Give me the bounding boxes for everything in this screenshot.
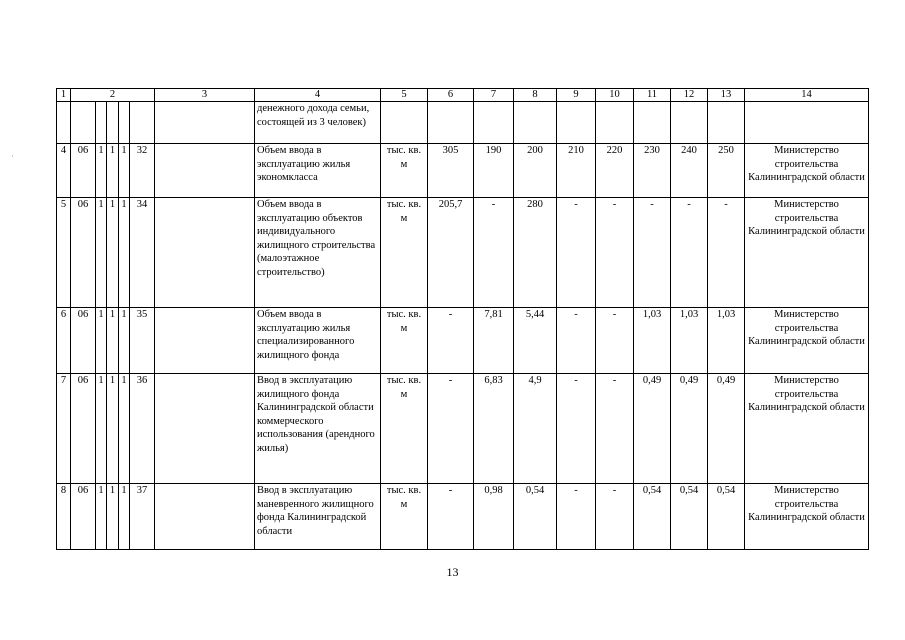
value-cell: 210 xyxy=(557,144,596,198)
code-cell xyxy=(107,102,119,144)
code-cell: 1 xyxy=(96,144,107,198)
indicator-name-cell: Объем ввода в эксплуатацию жилья специализированного жилищного фонда xyxy=(255,308,381,374)
page-number: 13 xyxy=(446,565,459,579)
code-cell xyxy=(71,102,96,144)
value-cell: 7,81 xyxy=(474,308,514,374)
code-cell: 06 xyxy=(71,144,96,198)
code-cell: 1 xyxy=(96,308,107,374)
unit-cell: тыс. кв. м xyxy=(381,144,428,198)
header-cell: 1 xyxy=(57,89,71,102)
row-number-cell: 4 xyxy=(57,144,71,198)
responsible-cell: Министерство строительства Калининградской области xyxy=(745,308,869,374)
header-cell: 8 xyxy=(514,89,557,102)
value-cell xyxy=(428,102,474,144)
responsible-cell xyxy=(745,102,869,144)
unit-cell xyxy=(381,102,428,144)
code-cell: 06 xyxy=(71,198,96,308)
value-cell: 1,03 xyxy=(634,308,671,374)
table-row xyxy=(57,144,869,198)
code-cell: 35 xyxy=(130,308,155,374)
header-cell: 6 xyxy=(428,89,474,102)
value-cell: - xyxy=(557,484,596,550)
row-number-cell: 5 xyxy=(57,198,71,308)
value-cell: 190 xyxy=(474,144,514,198)
row-number-cell: 8 xyxy=(57,484,71,550)
header-cell: 9 xyxy=(557,89,596,102)
value-cell: 0,98 xyxy=(474,484,514,550)
table-row xyxy=(57,308,869,374)
value-cell: - xyxy=(428,308,474,374)
responsible-cell: Министерство строительства Калининградской области xyxy=(745,374,869,484)
continuation-row xyxy=(57,102,869,144)
header-cell: 12 xyxy=(671,89,708,102)
value-cell: 5,44 xyxy=(514,308,557,374)
header-cell: 7 xyxy=(474,89,514,102)
code-cell: 1 xyxy=(96,198,107,308)
code-cell xyxy=(119,102,130,144)
value-cell: 0,49 xyxy=(708,374,745,484)
table-row xyxy=(57,484,869,550)
code-cell: 37 xyxy=(130,484,155,550)
value-cell xyxy=(671,102,708,144)
code-cell: 1 xyxy=(107,198,119,308)
code-cell xyxy=(130,102,155,144)
row-number-cell: 7 xyxy=(57,374,71,484)
code-cell: 34 xyxy=(130,198,155,308)
value-cell: - xyxy=(671,198,708,308)
value-cell: - xyxy=(557,308,596,374)
table-row xyxy=(57,374,869,484)
indicator-name-cell: Объем ввода в эксплуатацию объектов индивидуального жилищного строительства (малоэтажное строительство) xyxy=(255,198,381,308)
header-cell: 13 xyxy=(708,89,745,102)
value-cell: 1,03 xyxy=(671,308,708,374)
value-cell: 0,54 xyxy=(671,484,708,550)
value-cell: 0,54 xyxy=(708,484,745,550)
code-cell: 1 xyxy=(107,144,119,198)
value-cell: - xyxy=(596,374,634,484)
code-cell xyxy=(96,102,107,144)
value-cell: 250 xyxy=(708,144,745,198)
indicators-table xyxy=(56,88,869,550)
col3-cell xyxy=(155,484,255,550)
responsible-cell: Министерство строительства Калининградской области xyxy=(745,484,869,550)
unit-cell: тыс. кв. м xyxy=(381,374,428,484)
value-cell: - xyxy=(428,484,474,550)
value-cell: 240 xyxy=(671,144,708,198)
code-cell: 1 xyxy=(119,484,130,550)
value-cell: - xyxy=(474,198,514,308)
col3-cell xyxy=(155,144,255,198)
unit-cell: тыс. кв. м xyxy=(381,484,428,550)
value-cell: 4,9 xyxy=(514,374,557,484)
indicator-name-cell: Ввод в эксплуатацию жилищного фонда Калининградской области коммерческого использования (арендного жилья) xyxy=(255,374,381,484)
code-cell: 1 xyxy=(119,144,130,198)
unit-cell: тыс. кв. м xyxy=(381,308,428,374)
value-cell xyxy=(514,102,557,144)
code-cell: 1 xyxy=(96,484,107,550)
col3-cell xyxy=(155,374,255,484)
header-cell: 5 xyxy=(381,89,428,102)
value-cell: - xyxy=(596,198,634,308)
value-cell: - xyxy=(557,374,596,484)
header-cell: 4 xyxy=(255,89,381,102)
value-cell xyxy=(634,102,671,144)
value-cell: - xyxy=(557,198,596,308)
unit-cell: тыс. кв. м xyxy=(381,198,428,308)
value-cell: 200 xyxy=(514,144,557,198)
code-cell: 06 xyxy=(71,484,96,550)
value-cell xyxy=(708,102,745,144)
col3-cell xyxy=(155,198,255,308)
value-cell: 220 xyxy=(596,144,634,198)
value-cell xyxy=(596,102,634,144)
code-cell: 36 xyxy=(130,374,155,484)
header-cell: 14 xyxy=(745,89,869,102)
col3-cell xyxy=(155,308,255,374)
code-cell: 1 xyxy=(119,374,130,484)
table-row xyxy=(57,198,869,308)
code-cell: 06 xyxy=(71,374,96,484)
code-cell: 1 xyxy=(119,198,130,308)
code-cell: 1 xyxy=(96,374,107,484)
header-cell: 2 xyxy=(71,89,155,102)
value-cell: 0,49 xyxy=(671,374,708,484)
header-cell: 3 xyxy=(155,89,255,102)
code-cell: 1 xyxy=(107,484,119,550)
value-cell: 280 xyxy=(514,198,557,308)
value-cell xyxy=(557,102,596,144)
col3-cell xyxy=(155,102,255,144)
indicator-name-cell: денежного дохода семьи, состоящей из 3 человек) xyxy=(255,102,381,144)
code-cell: 1 xyxy=(107,374,119,484)
value-cell: 305 xyxy=(428,144,474,198)
header-cell: 10 xyxy=(596,89,634,102)
code-cell: 1 xyxy=(119,308,130,374)
value-cell: - xyxy=(708,198,745,308)
num-cell xyxy=(57,102,71,144)
value-cell: 0,49 xyxy=(634,374,671,484)
value-cell: - xyxy=(634,198,671,308)
value-cell: 6,83 xyxy=(474,374,514,484)
indicator-name-cell: Объем ввода в эксплуатацию жилья экономкласса xyxy=(255,144,381,198)
code-cell: 1 xyxy=(107,308,119,374)
margin-mark: · xyxy=(11,152,14,161)
value-cell: 1,03 xyxy=(708,308,745,374)
header-row xyxy=(57,89,869,102)
responsible-cell: Министерство строительства Калининградской области xyxy=(745,198,869,308)
code-cell: 32 xyxy=(130,144,155,198)
header-cell: 11 xyxy=(634,89,671,102)
value-cell: 0,54 xyxy=(514,484,557,550)
indicator-name-cell: Ввод в эксплуатацию маневренного жилищного фонда Калининградской области xyxy=(255,484,381,550)
responsible-cell: Министерство строительства Калининградской области xyxy=(745,144,869,198)
value-cell: - xyxy=(596,484,634,550)
value-cell: 230 xyxy=(634,144,671,198)
code-cell: 06 xyxy=(71,308,96,374)
value-cell xyxy=(474,102,514,144)
value-cell: 205,7 xyxy=(428,198,474,308)
value-cell: - xyxy=(428,374,474,484)
value-cell: - xyxy=(596,308,634,374)
value-cell: 0,54 xyxy=(634,484,671,550)
row-number-cell: 6 xyxy=(57,308,71,374)
